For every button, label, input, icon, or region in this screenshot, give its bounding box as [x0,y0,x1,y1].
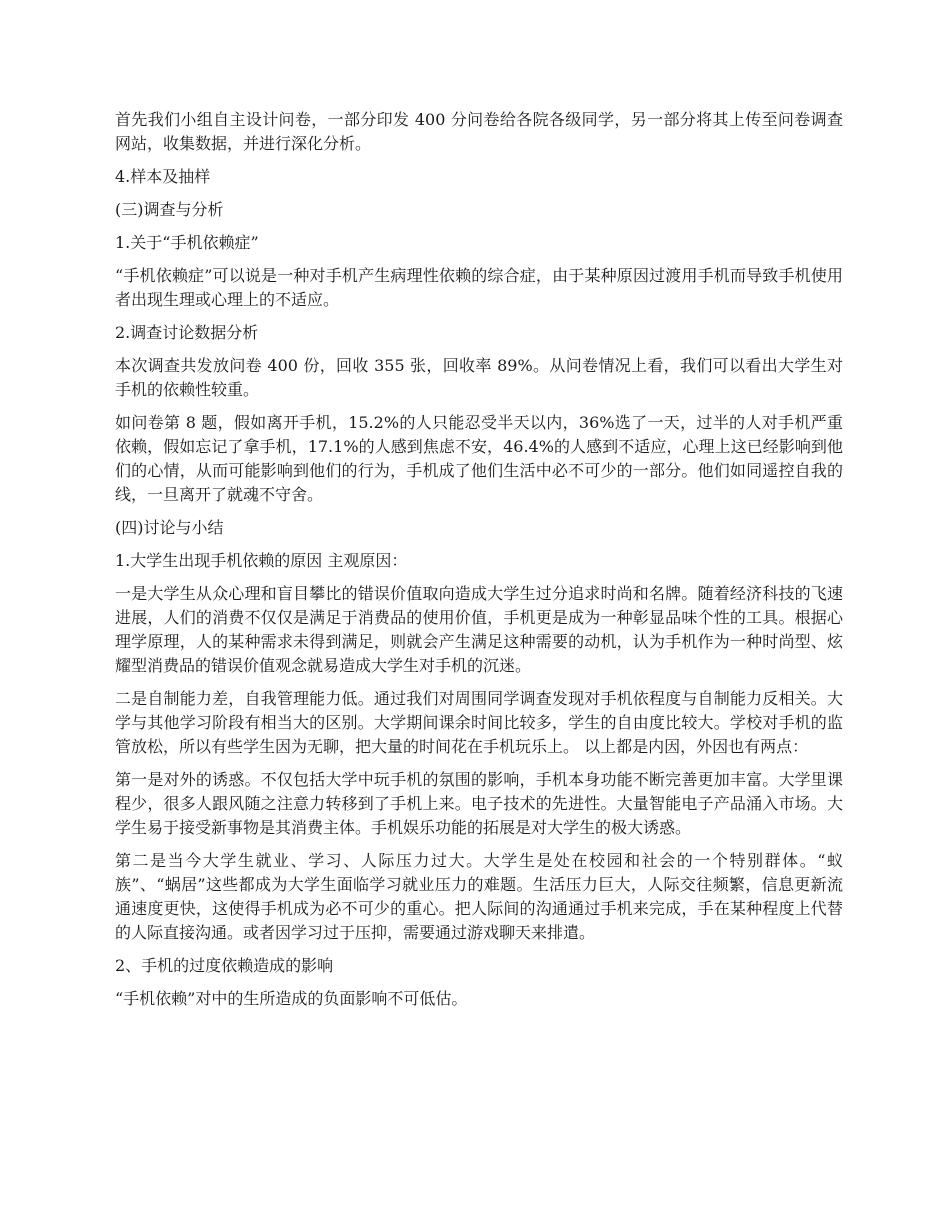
paragraph-intro: 首先我们小组自主设计问卷，一部分印发 400 分问卷给各院各级同学，另一部分将其上传至问卷调查网站，收集数据，并进行深化分析。 [115,110,843,153]
heading-causes: 1.大学生出现手机依赖的原因 主观原因： [115,551,408,570]
paragraph-cause-1: 一是大学生从众心理和盲目攀比的错误价值取向造成大学生过分追求时尚和名牌。随着经济科技的飞速进展，人们的消费不仅仅是满足于消费品的使用价值，手机更是成为一种彰显品味个性的工具。根据心理学原理，人的某种需求未得到满足，则就会产生满足这种需要的动机，认为手机作为一种时尚型、炫耀型消费品的错误价值观念就易造成大学生对手机的沉迷。 [115,584,843,675]
heading-effects: 2、手机的过度依赖造成的影响 [115,956,334,975]
paragraph-definition: “手机依赖症”可以说是一种对手机产生病理性依赖的综合症，由于某种原因过渡用手机而导致手机使用者出现生理或心理上的不适应。 [115,266,843,309]
paragraph-question-8: 如问卷第 8 题，假如离开手机，15.2%的人只能忍受半天以内，36%选了一天，过半的人对手机严重依赖，假如忘记了拿手机，17.1%的人感到焦虑不安，46.4%的人感到不适应，心理上这已经影响到他们的心情，从而可能影响到他们的行为，手机成了他们生活中必不可少的一部分。他们如同遥控自我的线，一旦离开了就魂不守舍。 [115,413,843,504]
paragraph-cause-2: 二是自制能力差，自我管理能力低。通过我们对周围同学调查发现对手机依程度与自制能力反相关。大学与其他学习阶段有相当大的区别。大学期间课余时间比较多，学生的自由度比较大。学校对手机的监管放松，所以有些学生因为无聊，把大量的时间花在手机玩乐上。 以上都是内因，外因也有两点： [115,689,843,756]
paragraph-effects: “手机依赖”对中的生所造成的负面影响不可低估。 [115,989,468,1008]
heading-sample: 4.样本及抽样 [115,167,211,186]
paragraph-external-2: 第二是当今大学生就业、学习、人际压力过大。大学生是处在校园和社会的一个特别群体。“蚁族”、“蜗居”这些都成为大学生面临学习就业压力的难题。生活压力巨大，人际交往频繁，信息更新流通速度更快，这使得手机成为必不可少的重心。把人际间的沟通通过手机来完成，手在某种程度上代替的人际直接沟通。或者因学习过于压抑，需要通过游戏聊天来排遣。 [115,851,843,942]
paragraph-external-1: 第一是对外的诱惑。不仅包括大学中玩手机的氛围的影响，手机本身功能不断完善更加丰富。大学里课程少，很多人跟风随之注意力转移到了手机上来。电子技术的先进性。大量智能电子产品涌入市场。大学生易于接受新事物是其消费主体。手机娱乐功能的拓展是对大学生的极大诱惑。 [115,770,843,837]
document-body [115,108,843,1020]
paragraph-survey-stats: 本次调查共发放问卷 400 份，回收 355 张，回收率 89%。从问卷情况上看，我们可以看出大学生对手机的依赖性较重。 [115,356,843,399]
heading-data-analysis: 2.调查讨论数据分析 [115,323,259,342]
heading-discussion: (四)讨论与小结 [115,518,224,537]
heading-phone-dependence: 1.关于“手机依赖症” [115,233,259,252]
heading-survey-analysis: (三)调查与分析 [115,200,224,219]
